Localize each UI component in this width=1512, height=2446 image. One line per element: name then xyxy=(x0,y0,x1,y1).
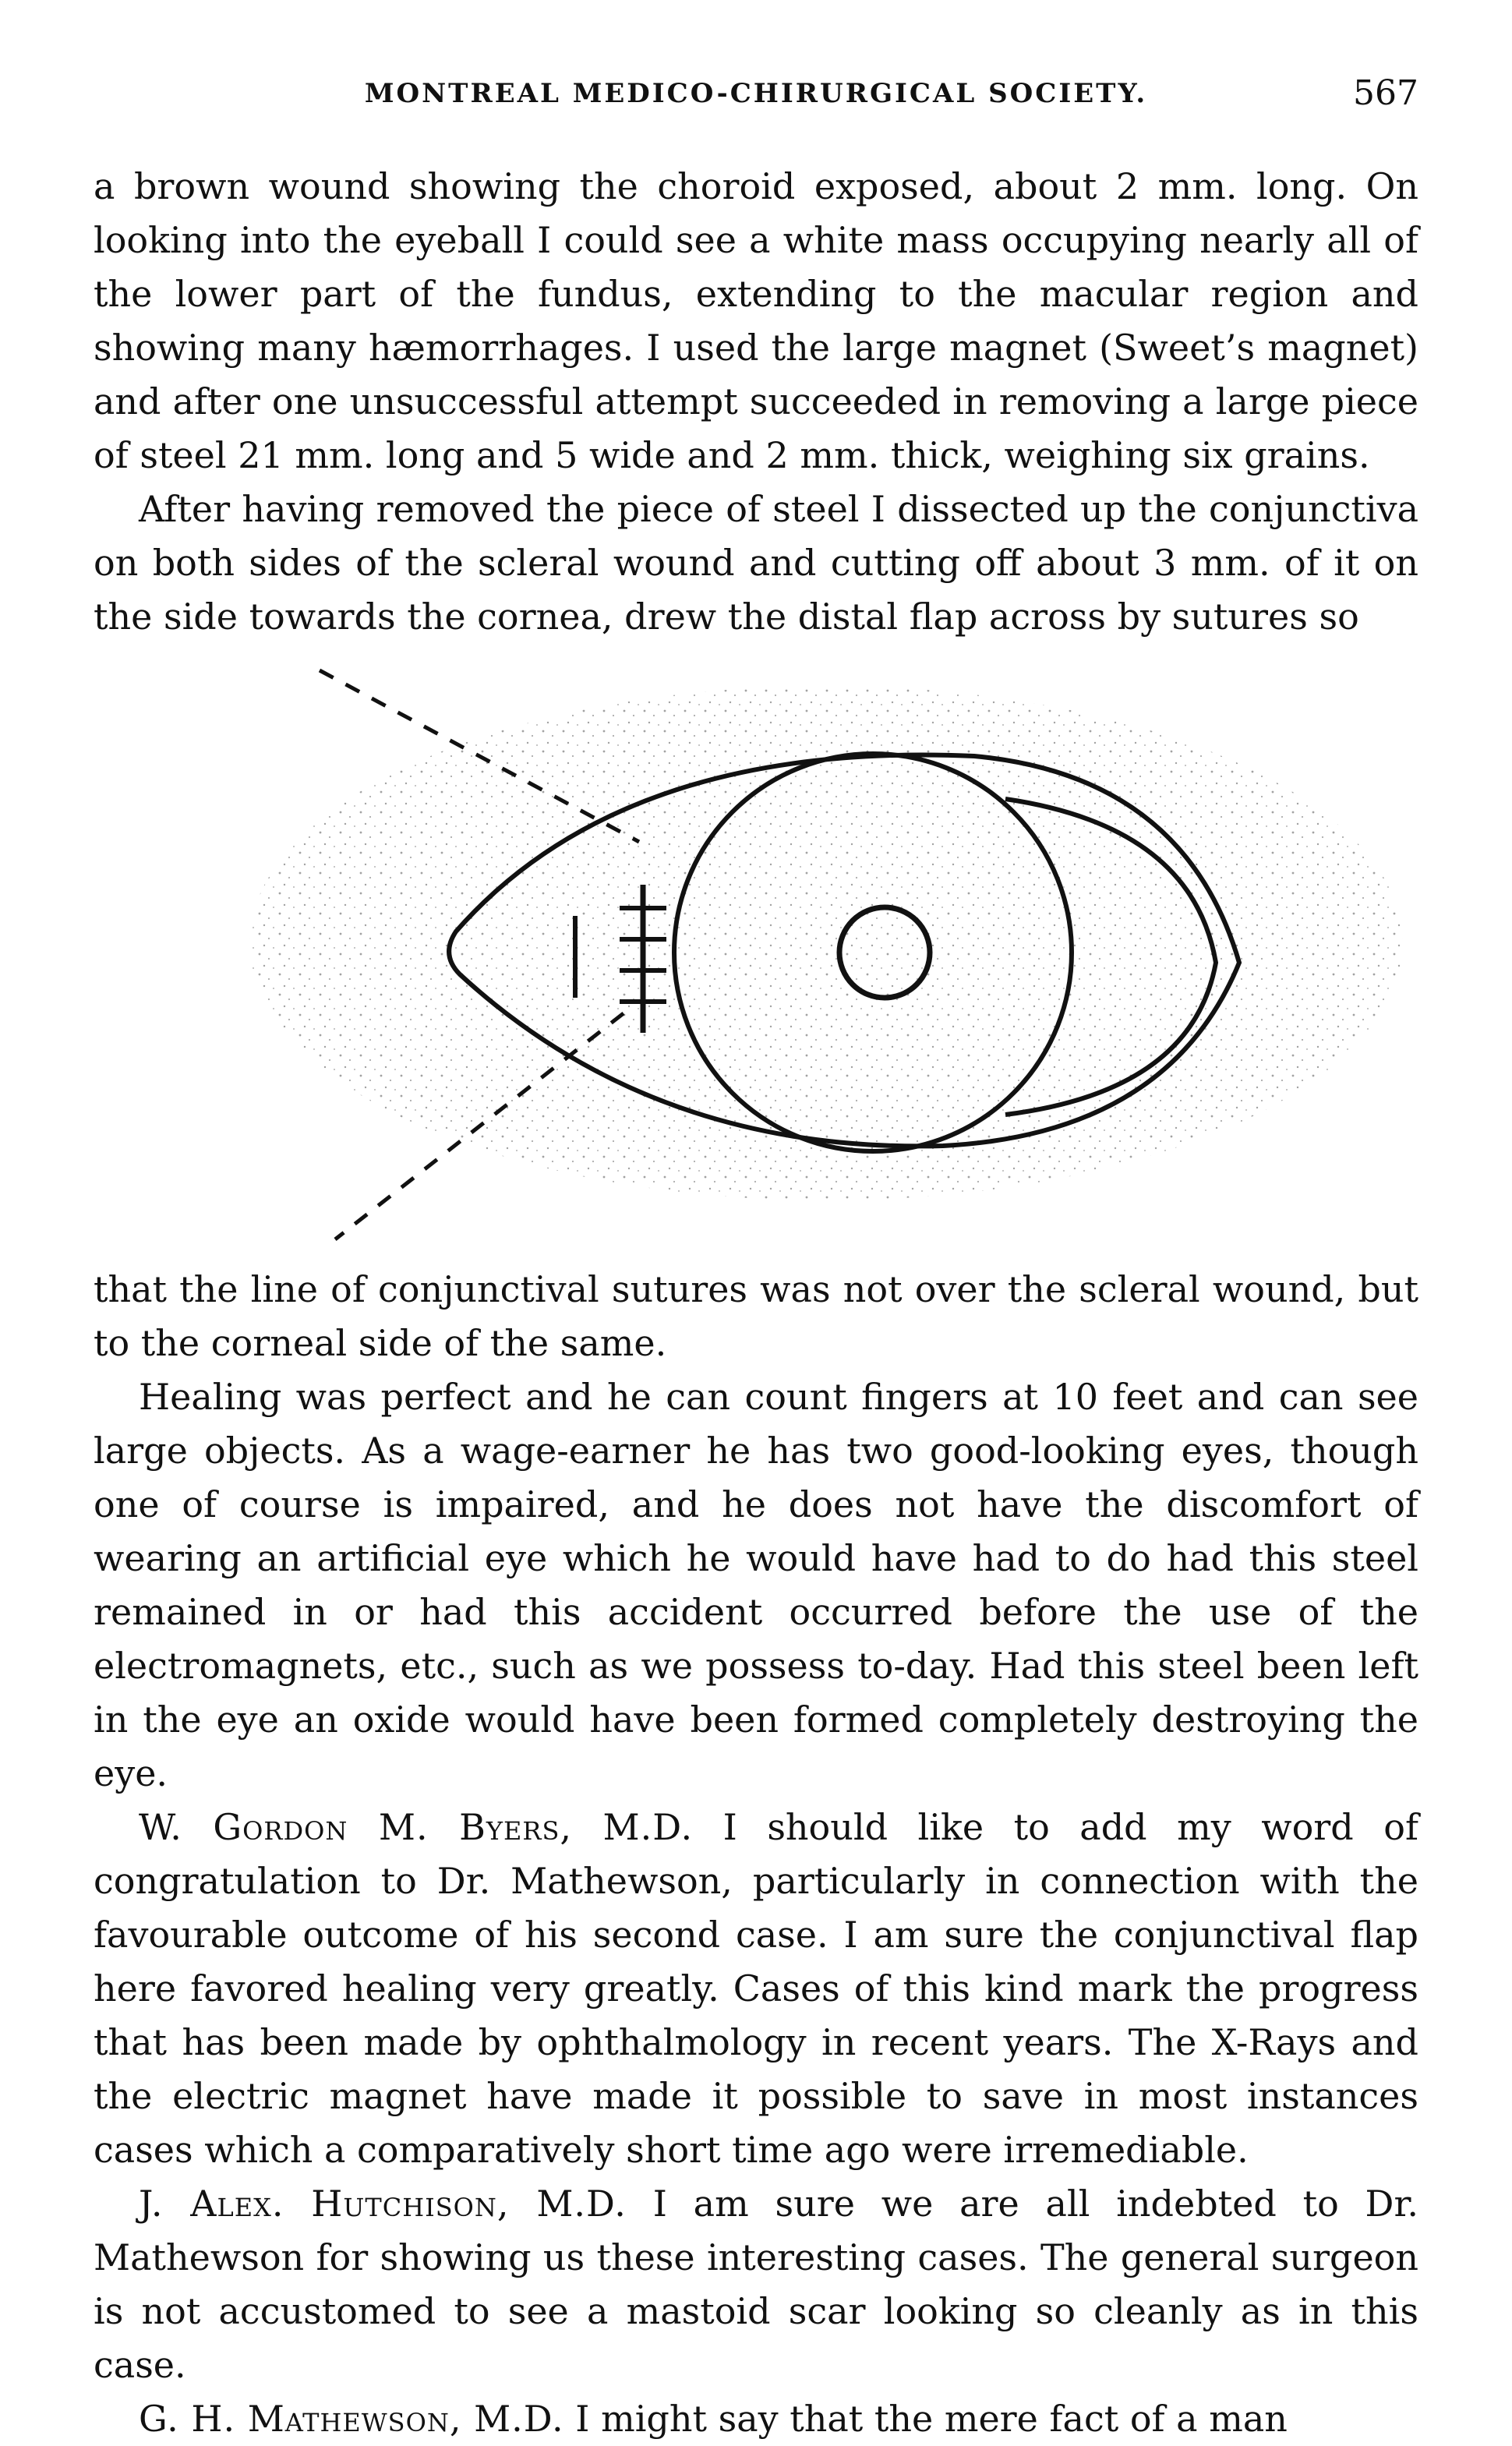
remark-mathewson: I might say that the mere fact of a man xyxy=(575,2398,1288,2440)
paragraph-healing: Healing was perfect and he can count fingers at 10 feet and can see large objects. As a wage-earner he has two good-looking eyes, though one of course is impaired, and he does not have the discomfort of wearing an artificial eye which he would have had to do had this steel remained in or had this accident occurred before the use of the electromagnets, etc., such as we possess to-day. Had this steel been left in the eye an oxide would have been formed completely destroying the eye. xyxy=(94,1376,1418,1794)
paragraph-hutchison xyxy=(94,2177,1418,2392)
text-below-figure xyxy=(94,1263,1418,2446)
page-header xyxy=(94,73,1418,125)
speaker-byers: W. Gordon M. Byers, M.D. xyxy=(139,1806,694,1848)
speaker-mathewson: G. H. Mathewson, M.D. xyxy=(139,2398,564,2440)
paragraph-brown-wound: a brown wound showing the choroid exposed, about 2 mm. long. On looking into the eyeball I could see a white mass occupying nearly all of the lower part of the fundus, extending to the macular region and showing many hæmorrhages. I used the large magnet (Sweet’s magnet) and after one unsuccessful attempt succeeded in removing a large piece of steel 21 mm. long and 5 wide and 2 mm. thick, weighing six grains. xyxy=(94,165,1418,476)
stipple-shading xyxy=(249,686,1403,1200)
page-number: 567 xyxy=(1353,73,1418,113)
speaker-hutchison: J. Alex. Hutchison, M.D. xyxy=(139,2183,627,2225)
remark-byers: I should like to add my word of congratulation to Dr. Mathewson, particularly in connection with the favourable outcome of his second case. I am sure the conjunctival flap here favored healing very greatly. Cases of this kind mark the progress that has been made by ophthalmology in recent years. The X-Rays and the electric magnet have made it possible to save in most instances cases which a comparatively short time ago were irremediable. xyxy=(94,1806,1418,2171)
eye-diagram-icon xyxy=(156,647,1403,1255)
eye-diagram-figure xyxy=(156,647,1403,1255)
remark-hutchison: I am sure we are all indebted to Dr. Mathewson for showing us these interesting cases. The general surgeon is not accustomed to see a mastoid scar looking so cleanly as in this case. xyxy=(94,2183,1418,2386)
running-head: MONTREAL MEDICO-CHIRURGICAL SOCIETY. xyxy=(364,78,1148,109)
text-above-figure xyxy=(94,160,1418,644)
paragraph-byers xyxy=(94,1801,1418,2177)
paragraph-suture-line: that the line of conjunctival sutures was not over the scleral wound, but to the corneal side of the same. xyxy=(94,1268,1418,1364)
paragraph-after-removal: After having removed the piece of steel I dissected up the conjunctiva on both sides of the scleral wound and cutting off about 3 mm. of it on the side towards the cornea, drew the distal flap across by sutures so xyxy=(94,488,1418,638)
paragraph-mathewson xyxy=(94,2392,1418,2446)
